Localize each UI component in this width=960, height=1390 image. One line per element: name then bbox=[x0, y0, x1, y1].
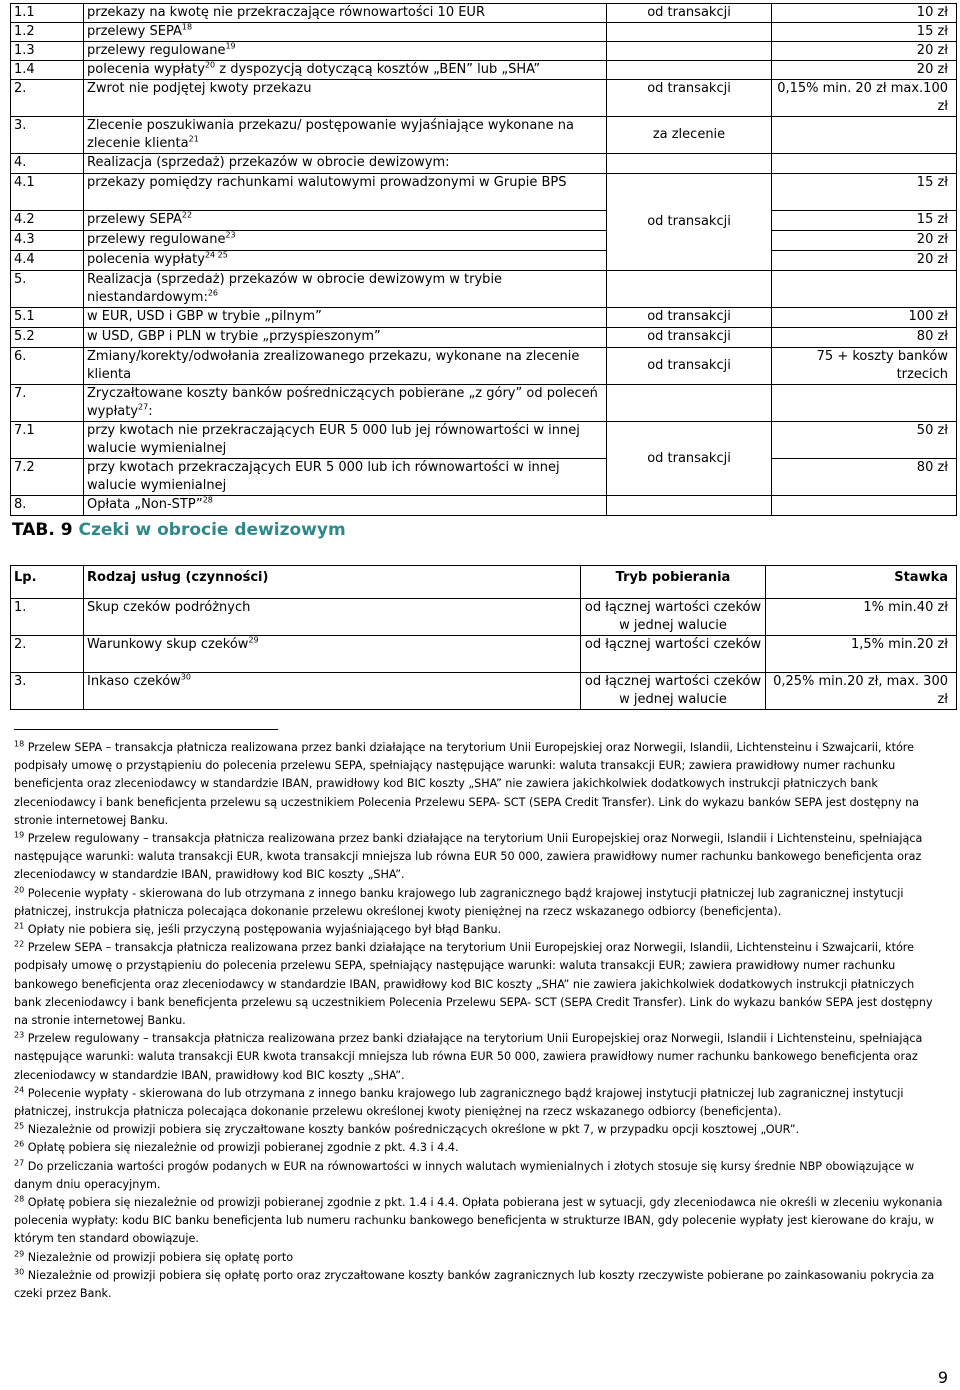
footnote-text: Niezależnie od prowizji pobiera się opłatę porto bbox=[27, 1250, 294, 1264]
service-text: Zlecenie poszukiwania przekazu/ postępowanie wyjaśniające wykonane na zlecenie klienta bbox=[87, 118, 574, 151]
footnote-ref: 28 bbox=[202, 495, 213, 505]
rate-cell: 1,5% min.20 zł bbox=[766, 636, 957, 673]
service-text-after: z dyspozycją dotyczącą kosztów „BEN” lub „SHA” bbox=[215, 62, 541, 77]
table-row bbox=[11, 348, 957, 385]
table-9-prefix: TAB. 9 bbox=[12, 520, 73, 540]
table-row bbox=[11, 271, 957, 308]
service-text: przekazy na kwotę nie przekraczające równowartości 10 EUR bbox=[87, 5, 485, 20]
footnote-separator bbox=[14, 729, 278, 730]
rate-cell: 1% min.40 zł bbox=[766, 599, 957, 636]
footnote-number: 29 bbox=[14, 1248, 25, 1258]
service-cell bbox=[84, 231, 607, 251]
row-number: 7.2 bbox=[11, 459, 84, 496]
service-text: Skup czeków podróżnych bbox=[87, 600, 251, 615]
footnote-number: 24 bbox=[14, 1085, 25, 1095]
row-number: 5. bbox=[11, 271, 84, 308]
service-text: przelewy SEPA bbox=[87, 24, 182, 39]
footnote bbox=[14, 739, 944, 830]
service-text: Warunkowy skup czeków bbox=[87, 637, 249, 652]
footnote bbox=[14, 1194, 944, 1249]
table-row bbox=[11, 231, 957, 251]
service-text: polecenia wypłaty bbox=[87, 62, 205, 77]
row-number: 1.4 bbox=[11, 61, 84, 80]
footnote-ref: 30 bbox=[180, 672, 192, 682]
table-9-title: Czeki w obrocie dewizowym bbox=[78, 520, 346, 540]
page-number: 9 bbox=[937, 1368, 948, 1387]
service-text-after: : bbox=[148, 404, 153, 419]
table-row bbox=[11, 459, 957, 496]
table-row bbox=[11, 328, 957, 348]
service-text: Realizacja (sprzedaż) przekazów w obrocie dewizowym: bbox=[87, 155, 450, 170]
footnote-text: Polecenie wypłaty - skierowana do lub otrzymana z innego banku krajowego lub zagranicznego bądź krajowej instytucji płatniczej lub zagranicznej instytucji płatniczej, instrukcja płatnicza polecająca dokonanie przelewu określonej kwoty pieniężnej na rzecz wskazanego odbiorcy (beneficjenta). bbox=[14, 886, 904, 918]
rate-cell bbox=[772, 154, 957, 174]
service-cell bbox=[84, 271, 607, 308]
footnote-number: 25 bbox=[14, 1121, 25, 1131]
footnote-ref: 27 bbox=[138, 402, 149, 412]
rate-cell bbox=[772, 271, 957, 308]
mode-cell: od transakcji bbox=[607, 4, 772, 23]
service-cell bbox=[84, 636, 581, 673]
header-mode: Tryb pobierania bbox=[581, 566, 766, 590]
row-number: 4.4 bbox=[11, 251, 84, 271]
service-cell bbox=[84, 61, 607, 80]
footnote-number: 26 bbox=[14, 1139, 25, 1149]
row-number: 4.1 bbox=[11, 174, 84, 211]
footnote bbox=[14, 1085, 944, 1121]
service-cell bbox=[84, 599, 581, 636]
footnote-number: 18 bbox=[14, 739, 25, 749]
service-cell bbox=[84, 251, 607, 271]
footnote-ref: 18 bbox=[181, 22, 193, 32]
service-cell bbox=[84, 211, 607, 231]
table-row bbox=[11, 117, 957, 154]
rate-cell: 0,15% min. 20 zł max.100 zł bbox=[772, 80, 957, 117]
footnote-ref: 20 bbox=[204, 60, 216, 70]
table-row bbox=[11, 251, 957, 271]
table-header-row bbox=[11, 566, 957, 590]
footnotes bbox=[14, 739, 944, 1303]
footnote-number: 27 bbox=[14, 1157, 25, 1167]
footnote-ref: 26 bbox=[207, 288, 219, 298]
rate-cell: 20 zł bbox=[772, 251, 957, 271]
footnote-text: Przelew SEPA – transakcja płatnicza realizowana przez banki działające na terytorium Unii Europejskiej oraz Norwegii, Islandii, Lichtensteinu i Szwajcarii, które podpisały umowę o przystąpieniu do polecenia przelewu SEPA, spełniający następujące warunki: waluta transakcji EUR; zawiera prawidłowy numer rachunku bankowego beneficjenta oraz zleceniodawcy w standardzie IBAN, prawidłowy kod BIC koszty „SHA” nie zawiera jakichkolwiek dodatkowych instrukcji płatniczych bank zleceniodawcy i bank beneficjenta przelewu są uczestnikiem Polecenia Przelewu SEPA- SCT (SEPA Credit Transfer). Link do wykazu banków SEPA jest dostępny na stronie internetowej Banku. bbox=[14, 941, 933, 1028]
service-text: przekazy pomiędzy rachunkami walutowymi prowadzonymi w Grupie BPS bbox=[87, 175, 567, 190]
footnote bbox=[14, 921, 944, 939]
row-number: 7. bbox=[11, 385, 84, 422]
mode-cell bbox=[607, 42, 772, 61]
footnote-text: Do przeliczania wartości progów podanych w EUR na równowartości w innych walutach wymienialnych i złotych stosuje się kursy średnie NBP obowiązujące w danym dniu operacyjnym. bbox=[14, 1159, 915, 1191]
rate-cell: 80 zł bbox=[772, 328, 957, 348]
mode-cell bbox=[607, 385, 772, 422]
mode-cell: od transakcji bbox=[607, 80, 772, 117]
footnote-ref: 21 bbox=[188, 134, 199, 144]
mode-cell: od łącznej wartości czeków w jednej walucie bbox=[581, 599, 766, 636]
service-text: polecenia wypłaty bbox=[87, 252, 205, 267]
footnote-text: Opłatę pobiera się niezależnie od prowizji pobieranej zgodnie z pkt. 4.3 i 4.4. bbox=[27, 1141, 459, 1155]
service-text: Zryczałtowane koszty banków pośredniczących pobierane „z góry” od poleceń wypłaty bbox=[87, 386, 598, 419]
footnote-ref: 22 bbox=[181, 210, 193, 220]
table-row bbox=[11, 154, 957, 174]
cheques-table bbox=[10, 565, 957, 710]
row-number: 3. bbox=[11, 673, 84, 710]
mode-cell: za zlecenie bbox=[607, 117, 772, 154]
service-cell bbox=[84, 328, 607, 348]
footnote bbox=[14, 1267, 944, 1303]
service-cell bbox=[84, 308, 607, 328]
footnote-ref: 24 25 bbox=[204, 250, 228, 260]
service-text: Zmiany/korekty/odwołania zrealizowanego przekazu, wykonane na zlecenie klienta bbox=[87, 349, 580, 382]
rate-cell bbox=[772, 385, 957, 422]
row-number: 5.2 bbox=[11, 328, 84, 348]
table-row bbox=[11, 80, 957, 117]
row-number: 8. bbox=[11, 496, 84, 516]
mode-cell: od transakcji bbox=[607, 328, 772, 348]
table-row bbox=[11, 636, 957, 673]
rate-cell: 15 zł bbox=[772, 211, 957, 231]
rate-cell: 75 + koszty banków trzecich bbox=[772, 348, 957, 385]
table-row bbox=[11, 308, 957, 328]
service-text: w EUR, USD i GBP w trybie „pilnym” bbox=[87, 309, 322, 324]
table-row bbox=[11, 422, 957, 459]
row-number: 2. bbox=[11, 80, 84, 117]
header-service: Rodzaj usług (czynności) bbox=[84, 566, 581, 590]
header-lp: Lp. bbox=[11, 566, 84, 590]
service-cell bbox=[84, 23, 607, 42]
row-number: 4. bbox=[11, 154, 84, 174]
footnote bbox=[14, 939, 944, 1030]
mode-cell: od łącznej wartości czeków bbox=[581, 636, 766, 673]
footnote-number: 19 bbox=[14, 830, 25, 840]
service-text: Opłata „Non-STP” bbox=[87, 497, 203, 512]
mode-cell bbox=[607, 496, 772, 516]
row-number: 1.3 bbox=[11, 42, 84, 61]
service-cell bbox=[84, 348, 607, 385]
table-row bbox=[11, 496, 957, 516]
footnote-number: 21 bbox=[14, 921, 25, 931]
table-row bbox=[11, 61, 957, 80]
table-row bbox=[11, 211, 957, 231]
service-cell bbox=[84, 496, 607, 516]
service-cell bbox=[84, 4, 607, 23]
rate-cell: 100 zł bbox=[772, 308, 957, 328]
footnote bbox=[14, 1249, 944, 1267]
rate-cell: 50 zł bbox=[772, 422, 957, 459]
footnote bbox=[14, 1139, 944, 1157]
footnote-number: 22 bbox=[14, 939, 25, 949]
service-text: przelewy regulowane bbox=[87, 43, 226, 58]
header-rate: Stawka bbox=[766, 566, 957, 590]
service-cell bbox=[84, 459, 607, 496]
service-cell bbox=[84, 673, 581, 710]
service-cell bbox=[84, 154, 607, 174]
mode-cell: od łącznej wartości czeków w jednej walucie bbox=[581, 673, 766, 710]
footnote-number: 30 bbox=[14, 1267, 25, 1277]
footnote-number: 20 bbox=[14, 884, 25, 894]
row-number: 4.2 bbox=[11, 211, 84, 231]
footnote-text: Opłaty nie pobiera się, jeśli przyczyną postępowania wyjaśniającego był błąd Banku. bbox=[27, 923, 502, 937]
footnote bbox=[14, 830, 944, 885]
service-text: Realizacja (sprzedaż) przekazów w obrocie dewizowym w trybie niestandardowym: bbox=[87, 272, 503, 305]
table-row bbox=[11, 673, 957, 710]
service-text: przelewy regulowane bbox=[87, 232, 226, 247]
service-text: Zwrot nie podjętej kwoty przekazu bbox=[87, 81, 312, 96]
row-number: 4.3 bbox=[11, 231, 84, 251]
mode-cell-merged: od transakcji bbox=[607, 174, 772, 271]
mode-cell bbox=[607, 61, 772, 80]
rate-cell: 15 zł bbox=[772, 174, 957, 211]
rate-cell bbox=[772, 496, 957, 516]
row-number: 2. bbox=[11, 636, 84, 673]
mode-cell bbox=[607, 154, 772, 174]
row-number: 6. bbox=[11, 348, 84, 385]
table-row bbox=[11, 385, 957, 422]
footnote-text: Polecenie wypłaty - skierowana do lub otrzymana z innego banku krajowego lub zagranicznego bądź krajowej instytucji płatniczej lub zagranicznej instytucji płatniczej, instrukcja płatnicza polecająca dokonanie przelewu określonej kwoty pieniężnej na rzecz wskazanego odbiorcy (beneficjenta). bbox=[14, 1086, 904, 1119]
footnote-text: Przelew regulowany – transakcja płatnicza realizowana przez banki działające na terytorium Unii Europejskiej oraz Norwegii, Islandii i Lichtensteinu, spełniająca następujące warunki: waluta transakcji EUR kwota transakcji mniejsza lub równa EUR 50 000, zawiera prawidłowy numer rachunku bankowego beneficjenta oraz zleceniodawcy w standardzie IBAN, prawidłowy kod BIC koszty „SHA”. bbox=[14, 1032, 923, 1082]
footnote bbox=[14, 1030, 944, 1085]
service-cell bbox=[84, 42, 607, 61]
mode-cell: od transakcji bbox=[607, 308, 772, 328]
mode-cell bbox=[607, 23, 772, 42]
rate-cell: 15 zł bbox=[772, 23, 957, 42]
header-gap bbox=[11, 589, 957, 599]
rate-cell: 10 zł bbox=[772, 4, 957, 23]
service-cell bbox=[84, 422, 607, 459]
service-text: przy kwotach przekraczających EUR 5 000 lub ich równowartości w innej walucie wymienialnej bbox=[87, 460, 560, 493]
rate-cell: 20 zł bbox=[772, 61, 957, 80]
row-number: 1.1 bbox=[11, 4, 84, 23]
service-cell bbox=[84, 174, 607, 211]
row-number: 1.2 bbox=[11, 23, 84, 42]
fees-table bbox=[10, 3, 957, 516]
footnote bbox=[14, 1158, 944, 1194]
service-text: w USD, GBP i PLN w trybie „przyspieszonym” bbox=[87, 329, 381, 344]
rate-cell: 0,25% min.20 zł, max. 300 zł bbox=[766, 673, 957, 710]
footnote-ref: 19 bbox=[225, 41, 236, 51]
row-number: 5.1 bbox=[11, 308, 84, 328]
mode-cell-merged: od transakcji bbox=[607, 422, 772, 496]
service-text: przelewy SEPA bbox=[87, 212, 182, 227]
table-row bbox=[11, 599, 957, 636]
footnote-text: Przelew regulowany – transakcja płatnicza realizowana przez banki działające na terytorium Unii Europejskiej oraz Norwegii, Islandii i Lichtensteinu, spełniająca następujące warunki: waluta transakcji EUR, kwota transakcji mniejsza lub równa EUR 50 000, zawiera prawidłowy numer rachunku bankowego beneficjenta oraz zleceniodawcy w standardzie IBAN, prawidłowy kod BIC koszty „SHA”. bbox=[14, 832, 923, 882]
footnote-number: 28 bbox=[14, 1194, 25, 1204]
rate-cell bbox=[772, 117, 957, 154]
footnote-text: Opłatę pobiera się niezależnie od prowizji pobieranej zgodnie z pkt. 1.4 i 4.4. Opłata pobierana jest w sytuacji, gdy zleceniodawca nie określi w zleceniu wykonania polecenia wypłaty: kodu BIC banku beneficjenta lub numeru rachunku bankowego beneficjenta w strukturze IBAN, gdy polecenie wypłaty jest kierowane do kraju, w którym ten standard obowiązuje. bbox=[14, 1196, 943, 1246]
table-row bbox=[11, 174, 957, 211]
service-text: Inkaso czeków bbox=[87, 674, 181, 689]
footnote-text: Przelew SEPA – transakcja płatnicza realizowana przez banki działające na terytorium Unii Europejskiej oraz Norwegii, Islandii, Lichtensteinu i Szwajcarii, które podpisały umowę o przystąpieniu do polecenia przelewu SEPA, spełniający następujące warunki: waluta transakcji EUR; zawiera prawidłowy numer rachunku beneficjenta oraz zleceniodawcy w standardzie IBAN, prawidłowy kod BIC koszty „SHA” nie zawiera jakichkolwiek dodatkowych instrukcji płatniczych bank zleceniodawcy i bank beneficjenta przelewu są uczestnikiem Polecenia Przelewu SEPA- SCT (SEPA Credit Transfer). Link do wykazu banków SEPA jest dostępny na stronie internetowej Banku. bbox=[14, 741, 920, 827]
service-cell bbox=[84, 117, 607, 154]
row-number: 1. bbox=[11, 599, 84, 636]
rate-cell: 80 zł bbox=[772, 459, 957, 496]
rate-cell: 20 zł bbox=[772, 42, 957, 61]
rate-cell: 20 zł bbox=[772, 231, 957, 251]
table-9-heading bbox=[12, 520, 346, 540]
footnote bbox=[14, 1121, 944, 1139]
footnote-number: 23 bbox=[14, 1030, 25, 1040]
footnote bbox=[14, 885, 944, 921]
footnote-text: Niezależnie od prowizji pobiera się opłatę porto oraz zryczałtowane koszty banków zagranicznych lub koszty rzeczywiste pobierane po zainkasowaniu pokrycia za czeki przez Bank. bbox=[14, 1268, 935, 1301]
footnote-ref: 29 bbox=[248, 635, 259, 645]
mode-cell bbox=[607, 271, 772, 308]
table-row bbox=[11, 42, 957, 61]
row-number: 3. bbox=[11, 117, 84, 154]
table-row bbox=[11, 23, 957, 42]
footnote-text: Niezależnie od prowizji pobiera się zryczałtowane koszty banków pośredniczących określone w pkt 7, w przypadku opcji kosztowej „OUR”. bbox=[27, 1123, 800, 1137]
service-cell bbox=[84, 80, 607, 117]
row-number: 7.1 bbox=[11, 422, 84, 459]
table-row bbox=[11, 4, 957, 23]
footnote-ref: 23 bbox=[225, 230, 236, 240]
mode-cell: od transakcji bbox=[607, 348, 772, 385]
service-cell bbox=[84, 385, 607, 422]
service-text: przy kwotach nie przekraczających EUR 5 000 lub jej równowartości w innej walucie wymienialnej bbox=[87, 423, 580, 456]
